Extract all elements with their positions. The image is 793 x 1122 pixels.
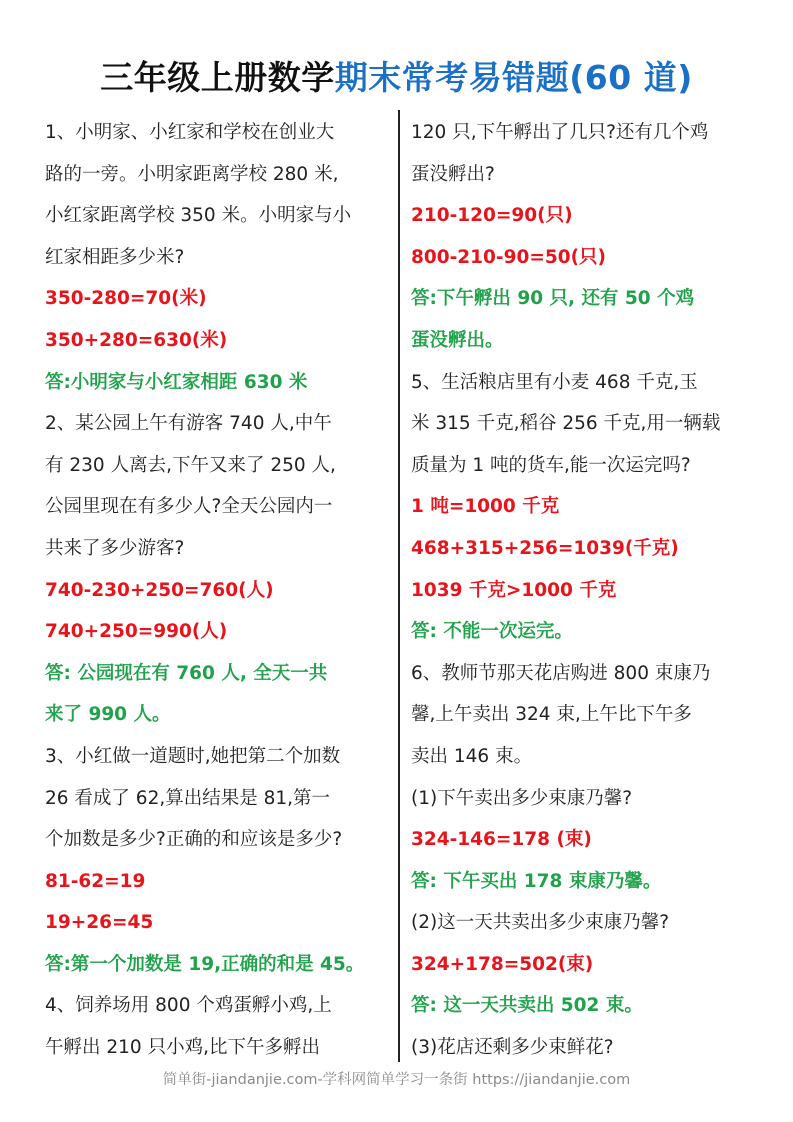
question-line: 5、生活粮店里有小麦 468 千克,玉: [411, 371, 698, 393]
question-line: 质量为 1 吨的货车,能一次运完吗?: [411, 454, 691, 476]
answer-line: 答: 公园现在有 760 人, 全天一共: [45, 662, 328, 684]
solution-line: 324+178=502(束): [411, 953, 594, 975]
question-line: 公园里现在有多少人?全天公园内一: [45, 496, 333, 518]
page-title: [0, 52, 793, 104]
column-divider: [398, 110, 400, 1062]
question-line: 路的一旁。小明家距离学校 280 米,: [45, 163, 339, 185]
question-line: 2、某公园上午有游客 740 人,中午: [45, 413, 332, 435]
answer-line: 答: 这一天共卖出 502 束。: [411, 995, 643, 1017]
question-line: 1、小明家、小红家和学校在创业大: [45, 122, 335, 143]
answer-line: 答:小明家与小红家相距 630 米: [45, 371, 308, 393]
question-line: 3、小红做一道题时,她把第二个加数: [45, 745, 341, 767]
solution-line: 1039 千克>1000 千克: [411, 579, 617, 601]
question-line: (3)花店还剩多少束鲜花?: [411, 1037, 614, 1059]
left-column: [45, 112, 390, 1069]
page-title-main: 三年级上册数学: [100, 58, 335, 97]
answer-line: 答:第一个加数是 19,正确的和是 45。: [45, 953, 365, 975]
question-line: 馨,上午卖出 324 束,上午比下午多: [411, 704, 692, 726]
question-line: 4、饲养场用 800 个鸡蛋孵小鸡,上: [45, 995, 332, 1017]
solution-line: 324-146=178 (束): [411, 829, 592, 851]
solution-line: 350+280=630(米): [45, 329, 228, 351]
question-line: 有 230 人离去,下午又来了 250 人,: [45, 454, 336, 476]
solution-line: 740+250=990(人): [45, 621, 228, 643]
page-title-highlight: 期末常考易错题(60 道): [334, 58, 693, 97]
question-line: 红家相距多少米?: [45, 246, 185, 268]
question-line: 26 看成了 62,算出结果是 81,第一: [45, 787, 331, 809]
question-line: 小红家距离学校 350 米。小明家与小: [45, 205, 352, 227]
question-line: 午孵出 210 只小鸡,比下午多孵出: [45, 1037, 320, 1059]
question-line: 个加数是多少?正确的和应该是多少?: [45, 829, 343, 851]
solution-line: 800-210-90=50(只): [411, 246, 606, 268]
question-line: 蛋没孵出?: [411, 163, 495, 185]
question-line: 米 315 千克,稻谷 256 千克,用一辆载: [411, 413, 721, 435]
question-line: 6、教师节那天花店购进 800 束康乃: [411, 662, 711, 684]
question-line: 120 只,下午孵出了几只?还有几个鸡: [411, 122, 709, 143]
answer-line: 蛋没孵出。: [411, 329, 504, 351]
right-column: [411, 112, 756, 1069]
question-line: 卖出 146 束。: [411, 745, 533, 767]
solution-line: 740-230+250=760(人): [45, 579, 274, 601]
question-line: (2)这一天共卖出多少束康乃馨?: [411, 912, 670, 934]
solution-line: 19+26=45: [45, 912, 154, 934]
question-line: 共来了多少游客?: [45, 537, 185, 559]
solution-line: 468+315+256=1039(千克): [411, 537, 679, 559]
answer-line: 答: 下午买出 178 束康乃馨。: [411, 870, 662, 892]
solution-line: 1 吨=1000 千克: [411, 496, 560, 518]
page-footer: 简单街-jiandanjie.com-学科网简单学习一条街 https://jiandanjie.com: [162, 1072, 631, 1088]
answer-line: 答:下午孵出 90 只, 还有 50 个鸡: [411, 288, 695, 310]
answer-line: 来了 990 人。: [45, 704, 171, 726]
solution-line: 210-120=90(只): [411, 205, 573, 227]
solution-line: 81-62=19: [45, 870, 146, 892]
answer-line: 答: 不能一次运完。: [411, 621, 573, 643]
solution-line: 350-280=70(米): [45, 288, 207, 310]
question-line: (1)下午卖出多少束康乃馨?: [411, 787, 633, 809]
